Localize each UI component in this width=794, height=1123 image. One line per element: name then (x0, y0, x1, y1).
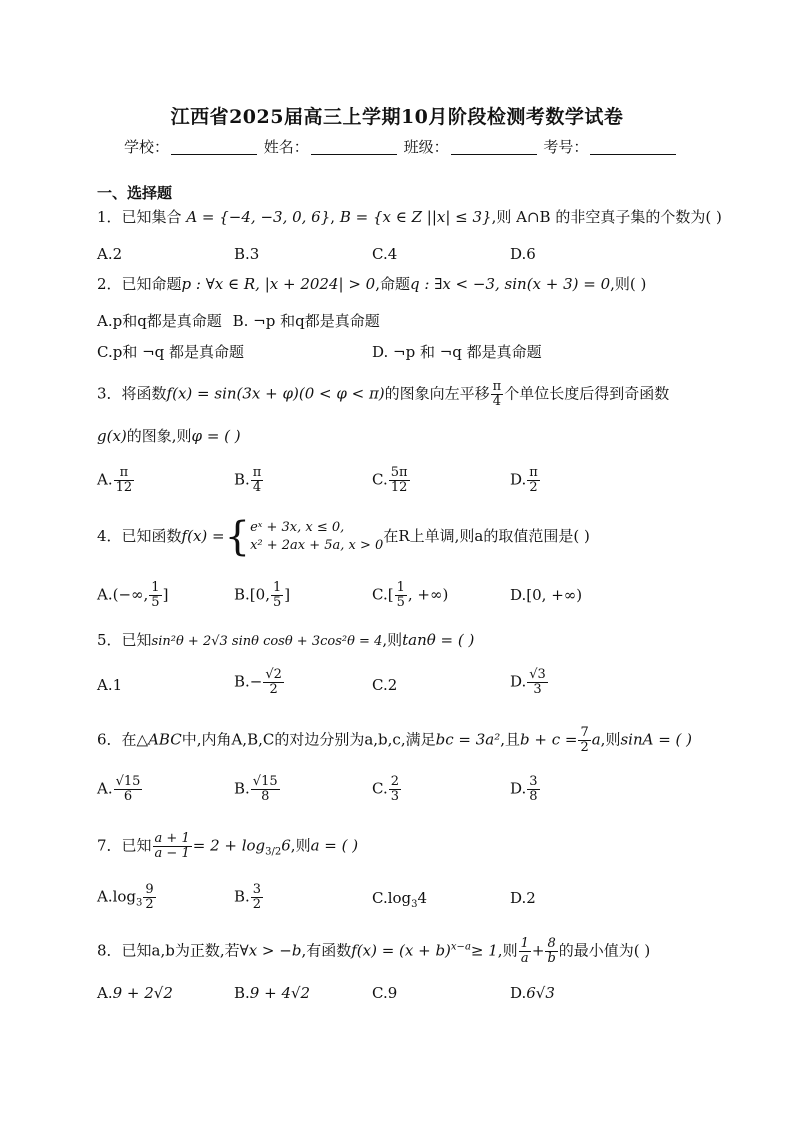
question-4 (97, 514, 590, 560)
q6-stem-d: ,则 (600, 730, 621, 749)
frac-num: 8 (545, 937, 557, 952)
option-label: C. (372, 585, 388, 604)
q4-case-2: x² + 2ax + 5a, x > 0 (250, 538, 384, 553)
q6-option-d (510, 775, 541, 804)
q4-option-b-frac (271, 581, 283, 610)
minus-sign: − (249, 672, 263, 691)
q2-option-a: A.p和q都是真命题 (97, 312, 222, 330)
q7-option-b-frac (251, 883, 263, 912)
q3-option-b-frac (251, 466, 264, 495)
name-label: 姓名： (263, 138, 309, 156)
q1-option-b: B.3 (234, 245, 260, 263)
frac-num: √3 (529, 667, 546, 682)
frac-den: 2 (252, 897, 262, 912)
q6-stem: 6．在 (97, 730, 137, 749)
option-label: D. (510, 779, 527, 798)
q6-cond-2-frac (578, 726, 590, 755)
q6-cond-2-var: a (591, 730, 601, 749)
q2-option-c: C.p和 ¬q 都是真命题 (97, 343, 245, 361)
q8-func-tail: ≥ 1 (470, 941, 498, 960)
frac-den: 5 (396, 595, 405, 610)
log-base: 3 (136, 897, 143, 909)
frac-den: 12 (390, 480, 408, 495)
q3-option-b-label: B. (234, 470, 250, 489)
q6-triangle: △ABC (136, 730, 182, 749)
frac-den: 2 (529, 480, 538, 495)
q3-stem-e: φ = ( ) (191, 427, 241, 445)
q3-option-c-frac (389, 466, 410, 495)
frac-den: 8 (529, 789, 538, 804)
q2-p-expr: p : ∀x ∈ R, |x + 2024| > 0 (181, 275, 376, 293)
interval-left: [ (387, 585, 394, 604)
question-2 (97, 274, 646, 294)
q3-stem-tail: 个单位长度后得到奇函数 (504, 384, 670, 403)
q6-option-a-frac (114, 775, 143, 804)
school-blank (171, 140, 257, 155)
frac-num: 2 (390, 774, 399, 789)
option-label: B. (234, 779, 250, 798)
q2-q-expr: q : ∃x < −3, sin(x + 3) = 0 (410, 275, 611, 293)
option-value: 9 + 2√2 (112, 984, 173, 1002)
question-6 (97, 726, 692, 755)
q3-func: f(x) = sin(3x + φ)(0 < φ < π) (166, 384, 385, 403)
q8-option-d (510, 983, 555, 1003)
question-3-cont (97, 426, 241, 446)
q2-option-b: B. ¬p 和q都是真命题 (232, 312, 380, 330)
frac-num: π (114, 466, 135, 481)
frac-num: π (252, 465, 262, 480)
q4-option-c (372, 581, 448, 610)
frac-num: √15 (115, 774, 141, 789)
interval-right: ] (284, 585, 291, 604)
question-8 (97, 937, 650, 966)
frac-den: b (547, 951, 556, 966)
section-heading: 一、选择题 (97, 184, 173, 202)
frac-num: 1 (272, 580, 282, 595)
class-label: 班级： (403, 138, 449, 156)
frac-den: 6 (123, 789, 133, 804)
q8-stem-b: ,有函数 (301, 941, 352, 960)
class-blank (451, 140, 537, 155)
q8-option-b (234, 983, 310, 1003)
q3-option-a-label: A. (97, 470, 113, 489)
q8-stem-tail: 的最小值为( ) (558, 941, 651, 960)
question-3 (97, 380, 669, 409)
q5-expr: sin²θ + 2√3 sinθ cosθ + 3cos²θ = 4 (151, 634, 383, 649)
q4-option-d: D.[0, +∞) (510, 586, 583, 604)
q7-rhs: = 2 + log (192, 836, 266, 855)
frac-den: 3 (533, 682, 542, 697)
q3-option-c-label: C. (372, 470, 388, 489)
q8-stem: 8．已知a,b为正数,若 (97, 941, 240, 960)
q5-option-c: C.2 (372, 676, 398, 694)
q6-stem-tail: sinA = ( ) (620, 730, 693, 749)
q4-case-1: eˣ + 3x, x ≤ 0, (250, 520, 345, 535)
log-base: 3 (411, 899, 418, 910)
q5-option-d-frac (527, 668, 548, 697)
number-blank (590, 140, 676, 155)
q7-option-d: D.2 (510, 889, 536, 907)
q6-stem-mid: 中,内角A,B,C的对边分别为a,b,c,满足 (181, 730, 436, 749)
q3-option-c (372, 466, 411, 495)
frac-num: 3 (252, 882, 262, 897)
q1-set-b: B = {x ∈ Z ||x| ≤ 3} (339, 208, 492, 226)
school-label: 学校： (124, 138, 170, 156)
option-label: C. (372, 779, 388, 798)
q1-stem-tail: ,则 A∩B 的非空真子集的个数为( ) (491, 208, 722, 226)
frac-num: √15 (252, 774, 278, 789)
q7-option-c (372, 888, 427, 915)
q1-stem: 1．已知集合 (97, 208, 182, 226)
q7-stem-tail: a = ( ) (310, 836, 359, 855)
q6-cond-2: b + c = (519, 730, 578, 749)
frac-num: 5π (390, 465, 408, 480)
number-label: 考号： (543, 138, 589, 156)
name-blank (311, 140, 397, 155)
q7-stem-mid: ,则 (290, 836, 311, 855)
q1-set-a: A = {−4, −3, 0, 6} (186, 208, 331, 226)
q6-option-a (97, 775, 143, 804)
option-label: A. (97, 585, 113, 604)
option-value: 9 + 4√2 (249, 984, 311, 1002)
q4-stem: 4．已知函数 (97, 527, 182, 545)
q6-option-d-frac (527, 775, 539, 804)
q1-option-c: C.4 (372, 245, 398, 263)
q8-func-exp: x−a (450, 941, 471, 953)
plus-sign: + (531, 941, 545, 960)
frac-den: 2 (269, 682, 278, 697)
q4-option-a-frac (149, 581, 161, 610)
q3-option-d-frac (527, 466, 540, 495)
q7-option-a (97, 883, 157, 914)
q6-option-b (234, 775, 281, 804)
option-label: D. (510, 984, 527, 1002)
option-label: A. (97, 984, 113, 1002)
q8-stem-c: ,则 (497, 941, 518, 960)
q5-stem-tail: tanθ = ( ) (402, 631, 475, 649)
q3-option-a (97, 466, 135, 495)
frac-den: 8 (261, 789, 270, 804)
interval-right: ] (162, 585, 169, 604)
frac-den: 12 (115, 480, 133, 495)
q8-term-2 (545, 937, 557, 966)
q6-cond-1: bc = 3a² (435, 730, 501, 749)
option-label: B. (234, 887, 250, 906)
q3-option-d (510, 466, 541, 495)
frac-den: a − 1 (154, 846, 190, 861)
q7-option-b (234, 883, 264, 912)
frac-num: 1 (151, 580, 160, 595)
q3-shift-num: π (492, 379, 502, 394)
frac-den: 5 (272, 595, 282, 610)
frac-den: a (520, 951, 529, 966)
q5-option-a: A.1 (97, 676, 123, 694)
log-arg: 4 (417, 889, 428, 907)
q7-fraction (153, 832, 192, 861)
q3-stem-d: 的图象,则 (126, 427, 192, 445)
q3-option-d-label: D. (510, 470, 527, 489)
q3-stem-mid: 的图象向左平移 (384, 384, 490, 403)
frac-num: π (529, 465, 538, 480)
student-info-line (124, 136, 678, 157)
q6-stem-c: ,且 (500, 730, 520, 749)
frac-num: 1 (520, 936, 529, 951)
frac-num: a + 1 (154, 831, 190, 846)
q4-option-a (97, 581, 168, 610)
left-brace-icon: { (224, 514, 251, 560)
q5-option-b-frac (263, 668, 284, 697)
frac-den: 4 (252, 480, 262, 495)
question-7 (97, 832, 358, 863)
option-label: B. (234, 984, 250, 1002)
q2-option-d: D. ¬p 和 ¬q 都是真命题 (372, 343, 542, 361)
q5-stem: 5．已知 (97, 631, 152, 649)
q4-stem-tail: 在R上单调,则a的取值范围是( ) (383, 527, 590, 545)
frac-num: 7 (580, 725, 589, 740)
q5-option-d (510, 668, 549, 697)
option-label: B. (234, 585, 250, 604)
q6-option-c (372, 775, 402, 804)
frac-num: 1 (396, 580, 405, 595)
q6-option-b-frac (251, 775, 280, 804)
q2-stem: 2．已知命题 (97, 275, 182, 293)
frac-den: 3 (390, 789, 399, 804)
q1-option-d: D.6 (510, 245, 536, 263)
q3-option-a-frac (114, 466, 135, 495)
question-1: 1．已知集合 A = {−4, −3, 0, 6}, B = {x ∈ Z ||x| ≤ 3},则 A∩B 的非空真子集的个数为( ) (97, 208, 722, 226)
q3-option-b (234, 466, 264, 495)
q2-stem-tail: ,则( ) (610, 275, 647, 293)
q8-term-1 (519, 937, 531, 966)
frac-num: 3 (529, 774, 538, 789)
q4-func: f(x) = (181, 527, 225, 545)
option-value: 6√3 (526, 984, 555, 1002)
q3-shift-den: 4 (492, 394, 502, 409)
option-label: B. (234, 672, 250, 691)
q8-func: f(x) = (x + b) (351, 941, 451, 960)
frac-den: 2 (145, 897, 154, 912)
q7-log-base: 3/2 (265, 846, 282, 858)
q2-option-ab-line (97, 311, 380, 331)
frac-num: 9 (145, 882, 154, 897)
exam-title: 江西省2025届高三上学期10月阶段检测考数学试卷 (170, 106, 624, 128)
q3-shift-fraction (491, 380, 504, 409)
option-label: C.log (372, 889, 412, 907)
q2-stem-mid: ,命题 (375, 275, 410, 293)
q7-stem: 7．已知 (97, 836, 152, 855)
q5-stem-mid: ,则 (382, 631, 403, 649)
frac-den: 2 (580, 740, 589, 755)
q4-piecewise (250, 519, 383, 555)
q7-option-a-frac (143, 883, 155, 912)
interval-left: (−∞, (112, 585, 149, 604)
option-label: D. (510, 672, 527, 691)
q3-stem: 3．将函数 (97, 384, 167, 403)
q4-option-b (234, 581, 290, 610)
q7-log-arg: 6 (281, 836, 291, 855)
q5-option-b (234, 668, 285, 697)
q8-forall: ∀x > −b (239, 941, 302, 960)
q8-option-a (97, 983, 173, 1003)
interval-left: [0, (249, 585, 270, 604)
q3-g-expr: g(x) (97, 427, 127, 445)
interval-right: , +∞) (407, 585, 449, 604)
frac-den: 5 (151, 595, 160, 610)
q4-option-c-frac (395, 581, 407, 610)
frac-num: √2 (265, 667, 282, 682)
option-label: A. (97, 779, 113, 798)
q8-option-c: C.9 (372, 984, 398, 1002)
option-label: A.log (97, 887, 137, 906)
question-5 (97, 630, 474, 652)
q6-option-c-frac (389, 775, 401, 804)
q1-option-a: A.2 (97, 245, 123, 263)
